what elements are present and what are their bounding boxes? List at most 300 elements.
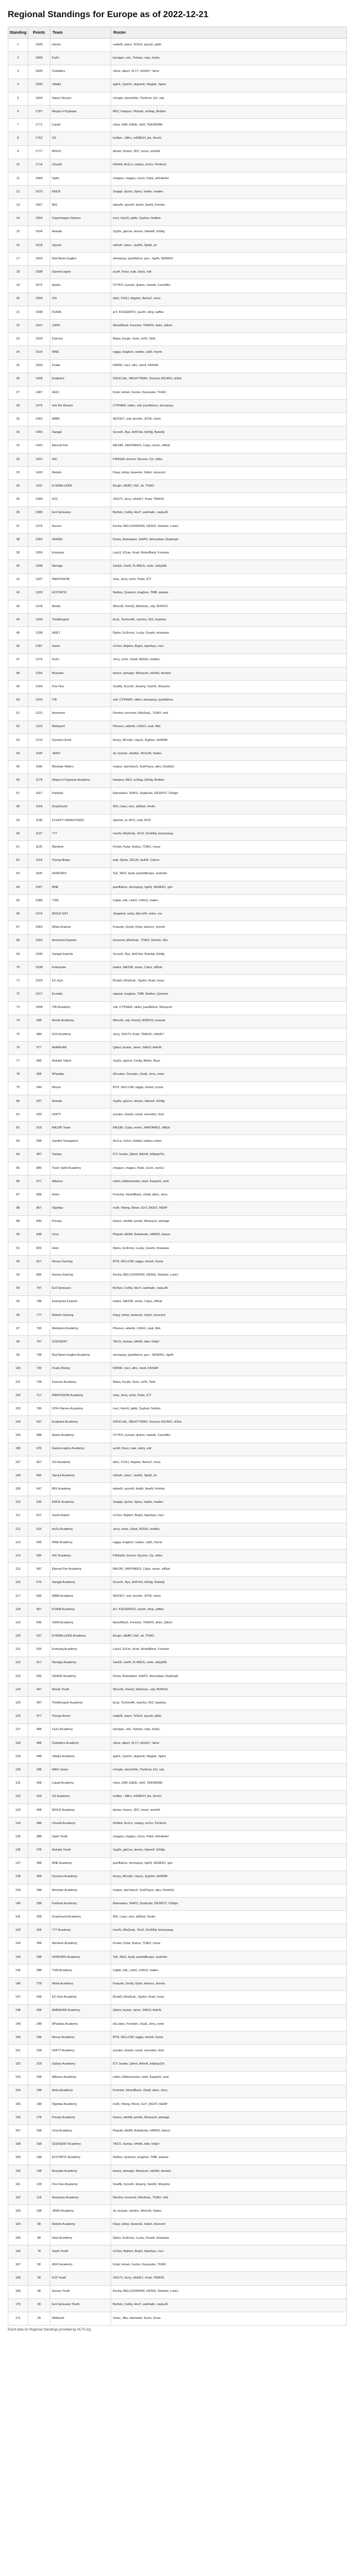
roster-cell: FiNiGaN, kenzor, Hycsen, Ciz, dobu [111, 1550, 347, 1563]
roster-cell: karrigan, rain, Twistzz, ropz, broky [111, 1723, 347, 1737]
standing-cell: 15 [8, 226, 28, 239]
points-cell: 1017 [28, 988, 50, 1001]
points-cell: 1298 [28, 627, 50, 640]
roster-cell: kwezz, ottoNd, ponter, Moseyuh, pwnage [111, 1215, 347, 1229]
standing-cell: 37 [8, 520, 28, 533]
roster-cell: Jerry, zorte, r3salt, KENSi, shalfey [111, 654, 347, 667]
standing-cell: 153 [8, 2071, 28, 2084]
points-cell: 1287 [28, 640, 50, 654]
table-row [8, 774, 347, 787]
team-cell: MIBR [50, 413, 111, 426]
roster-cell: Xyp9x, gla1ve, device, blameF, k0nfig [111, 1095, 347, 1108]
roster-cell: huNter-, NiKo, m0NESY, jks, HooXi [111, 132, 347, 145]
roster-cell: acoR, Keoz, isak, siuhy, volt [111, 266, 347, 279]
roster-cell: Forester, NickelBack, r3salt, deko, Jerry [111, 2084, 347, 2098]
footer-note: Event data for Regional Standings provided by HLTV.org [8, 2328, 91, 2332]
team-cell: Monte [50, 600, 111, 613]
points-cell: 966 [28, 1055, 50, 1068]
roster-cell: Dosia, Rainwaker, SHiPZ, dennyslaw, Duplicate [111, 533, 347, 546]
team-cell: ITB Academy [50, 1001, 111, 1015]
table-row [8, 1617, 347, 1630]
team-cell: Galaxy Academy [50, 2058, 111, 2071]
roster-cell: bLitz, Techno4K, mzinho, 910, hasteka [111, 1697, 347, 1710]
team-cell: Aurora Gaming [50, 1269, 111, 1282]
standing-cell: 35 [8, 493, 28, 506]
team-cell: Endpoint [50, 373, 111, 386]
points-cell: 258 [28, 2004, 50, 2018]
roster-cell: Djoko, Ex3rcice, Lucky, Graviti, misutaaa [111, 627, 347, 640]
roster-cell: Nodios, Queenix, kraghen, TMB, salazar [111, 2151, 347, 2165]
table-row [8, 1001, 347, 1015]
roster-cell: chopper, magixx, Patsi, s1ren, zont1x [111, 1162, 347, 1175]
table-row [8, 520, 347, 533]
roster-cell: Woro2k, DemQ, kRaSnaL, sdy, BOROS [111, 1684, 347, 1697]
points-cell: 138 [28, 2165, 50, 2178]
table-row [8, 440, 347, 453]
roster-cell: KRIMZ, roeJ, afro, mezii, FASHR [111, 359, 347, 373]
team-cell: Ninjas in Pyjamas Academy [50, 774, 111, 787]
points-cell: 1359 [28, 547, 50, 560]
team-cell: MOUZ Academy [50, 1804, 111, 1817]
table-row [8, 1764, 347, 1777]
table-row [8, 881, 347, 894]
standing-cell: 36 [8, 506, 28, 520]
table-row [8, 1242, 347, 1255]
table-row [8, 2285, 347, 2298]
points-cell: 88 [28, 2232, 50, 2245]
roster-cell: rezR, friberg, f0rest, GeT_RiGhT, HEAP [111, 1202, 347, 1215]
standing-cell: 167 [8, 2259, 28, 2272]
table-row [8, 814, 347, 827]
standing-cell: 23 [8, 333, 28, 346]
points-cell: 537 [28, 1630, 50, 1643]
table-row [8, 1991, 347, 2004]
team-cell: JANO [50, 747, 111, 760]
standing-cell: 69 [8, 948, 28, 961]
points-cell: 308 [28, 1937, 50, 1951]
roster-cell: Djoko, Ex3rcice, Lucky, Graviti, misutaaa [111, 1242, 347, 1255]
team-cell: MAJ3R Team [50, 1122, 111, 1135]
roster-cell: n1Xen, Bejden, Bajmi, kjaerbye, roeJ [111, 640, 347, 654]
team-cell: MIBR Academy [50, 1590, 111, 1603]
points-cell: 868 [28, 1189, 50, 1202]
points-cell: 877 [28, 1175, 50, 1188]
points-cell: 1374 [28, 520, 50, 533]
points-cell: 1509 [28, 359, 50, 373]
points-cell: 1243 [28, 694, 50, 707]
roster-cell: mopoz, dav1deuS, SunPayus, alex, DeathZz [111, 1884, 347, 1897]
roster-cell: d1Ledez, Forester, r3salt, Jerry, zorte [111, 1068, 347, 1081]
points-cell: 428 [28, 1777, 50, 1790]
standing-cell: 20 [8, 292, 28, 306]
team-cell: ECSTATIC [50, 587, 111, 600]
points-cell: 158 [28, 2138, 50, 2151]
team-cell: Monte Academy [50, 1015, 111, 1028]
table-row [8, 226, 347, 239]
team-cell: Evil Geniuses [50, 506, 111, 520]
roster-cell: Kecha, BELCHONOKK, KENSI, Swisher, Lack1 [111, 520, 347, 533]
team-cell: JANO Academy [50, 2205, 111, 2218]
roster-cell: salazar, kraghen, TMB, Nodios, Queenix [111, 988, 347, 1001]
points-cell: 1603 [28, 253, 50, 266]
standing-cell: 71 [8, 975, 28, 988]
points-cell: 1399 [28, 493, 50, 506]
team-cell: Into the Breach [50, 400, 111, 413]
table-row [8, 681, 347, 694]
points-cell: 1085 [28, 895, 50, 908]
team-cell: FaZe Academy [50, 1723, 111, 1737]
table-row [8, 547, 347, 560]
standing-cell: 11 [8, 172, 28, 185]
table-row [8, 908, 347, 921]
roster-cell: nota, Jerry, zorte, Patsi, ICY [111, 573, 347, 587]
roster-cell: s1mple, electroNic, Perfecto, b1t, sdy [111, 92, 347, 105]
points-cell: 168 [28, 2125, 50, 2138]
points-cell: 1008 [28, 1001, 50, 1015]
team-cell: FLUFFY GANGSTERS [50, 814, 111, 827]
roster-cell: MAJ3R, XANTARES, Calyx, woxic, xfl0ud [111, 440, 347, 453]
points-cell: 1618 [28, 239, 50, 252]
team-cell: Rebels Academy [50, 2218, 111, 2232]
team-cell: ENCE Academy [50, 1496, 111, 1509]
standing-cell: 134 [8, 1817, 28, 1830]
standing-cell: 155 [8, 2098, 28, 2111]
standing-cell: 141 [8, 1911, 28, 1924]
standing-cell: 109 [8, 1483, 28, 1496]
table-row [8, 1162, 347, 1175]
roster-cell: Rainwaker, SHiPZ, Duplicate, DESPOT, OStojic [111, 787, 347, 801]
standing-cell: 51 [8, 707, 28, 720]
team-cell: Outsiders [50, 65, 111, 79]
roster-cell: Flayy, olimp, kisserek, Sobol, innocent [111, 2218, 347, 2232]
team-cell: IHC Academy [50, 1550, 111, 1563]
points-cell: 676 [28, 1443, 50, 1456]
points-cell: 1670 [28, 186, 50, 199]
team-cell: Bad News Eagles [50, 253, 111, 266]
team-cell: AVANGAR [50, 1042, 111, 1055]
roster-cell: Plopski, bEAN, Bobeksde, H4RR3, kwezz [111, 1229, 347, 1242]
roster-cell: mooN, kRaSnaL, Ro1f, DeStiNy, kissmyaug [111, 1924, 347, 1937]
points-cell: 38 [28, 2298, 50, 2312]
team-cell: Cloud9 [50, 159, 111, 172]
roster-cell: ICY, buster, Qikert, AdreN, lollipop21k [111, 1148, 347, 1162]
table-row [8, 895, 347, 908]
roster-cell: FiNiGaN, kenzor, Hycsen, Ciz, dobu [111, 453, 347, 466]
roster-cell: ztr, kyxsan, skytten, Woro2k, hades [111, 2205, 347, 2218]
team-cell: Dignitas Academy [50, 2098, 111, 2111]
standing-cell: 126 [8, 1710, 28, 1723]
table-row [8, 199, 347, 212]
team-cell: Copenhagen Flames [50, 212, 111, 226]
roster-cell: Xant3r, 1eeR, FL4MUS, zorte, riskyb0b [111, 1657, 347, 1670]
standing-cell: 55 [8, 761, 28, 774]
standing-cell: 85 [8, 1162, 28, 1175]
roster-cell: Sjonnie, ts, AYO, zodi, ROX [111, 814, 347, 827]
standing-cell: 76 [8, 1042, 28, 1055]
standing-cell: 79 [8, 1081, 28, 1095]
points-cell: 1255 [28, 681, 50, 694]
table-row [8, 1790, 347, 1804]
team-cell: Rebels [50, 467, 111, 480]
team-cell: Alliance Academy [50, 2071, 111, 2084]
team-cell: Evil Geniuses Youth [50, 2298, 111, 2312]
standing-cell: 122 [8, 1657, 28, 1670]
points-cell: 298 [28, 1951, 50, 1964]
standing-cell: 56 [8, 774, 28, 787]
standing-cell: 111 [8, 1509, 28, 1523]
roster-cell: oSee, NAF, EliGE, nitr0, YEKINDAR [111, 119, 347, 132]
standing-cell: 31 [8, 440, 28, 453]
points-cell: 1420 [28, 467, 50, 480]
standing-cell: 22 [8, 319, 28, 332]
table-row [8, 1751, 347, 1764]
points-cell: 1572 [28, 279, 50, 292]
team-cell: Aurora Youth [50, 2285, 111, 2298]
points-cell: 198 [28, 2084, 50, 2098]
roster-cell: yosuke, Hunter, mezii, nicoodoz, fozil [111, 2045, 347, 2058]
table-row [8, 1282, 347, 1295]
header-standing: Standing [8, 27, 28, 39]
team-cell: Sangal Esports [50, 948, 111, 961]
team-cell: Falcons [50, 333, 111, 346]
points-cell: 1055 [28, 934, 50, 948]
points-cell: 1529 [28, 333, 50, 346]
standing-cell: 88 [8, 1202, 28, 1215]
roster-cell: Snappi, dycha, Spinx, hades, maden [111, 1496, 347, 1509]
roster-cell: Jerry, zorte, r3salt, KENSi, shalfey [111, 1523, 347, 1536]
table-row [8, 493, 347, 506]
team-cell: Rebels Gaming [50, 1309, 111, 1322]
table-row [8, 266, 347, 279]
standing-cell: 157 [8, 2125, 28, 2138]
points-cell: 1210 [28, 734, 50, 747]
standing-cell: 101 [8, 1376, 28, 1389]
standing-cell: 42 [8, 587, 28, 600]
points-cell: 1514 [28, 346, 50, 359]
points-cell: 897 [28, 1148, 50, 1162]
team-cell: Ursa Academy [50, 2125, 111, 2138]
team-cell: Dynamo Eclot [50, 734, 111, 747]
team-cell: Sashi Youth [50, 2245, 111, 2258]
points-cell: 58 [28, 2272, 50, 2285]
roster-cell: ScrunK, Ryu, ArtFr0st, k0nfig, Bubzkji [111, 426, 347, 440]
points-cell: 918 [28, 1122, 50, 1135]
points-cell: 288 [28, 1964, 50, 1978]
team-cell: 9Pandas Academy [50, 2018, 111, 2031]
table-row [8, 292, 347, 306]
table-row [8, 506, 347, 520]
roster-cell: Jerry, X5G7V, Krad, TRAVIS, n0rb3r7 [111, 1028, 347, 1041]
team-cell: MOUZ [50, 145, 111, 159]
points-cell: 228 [28, 2045, 50, 2058]
standing-cell: 133 [8, 1804, 28, 1817]
standing-cell: 108 [8, 1470, 28, 1483]
points-cell: 1541 [28, 319, 50, 332]
table-row [8, 2192, 347, 2205]
team-cell: G2 [50, 132, 111, 145]
team-cell: Enterprise Esports [50, 1295, 111, 1309]
team-cell: Natus Vincere [50, 92, 111, 105]
points-cell: 647 [28, 1483, 50, 1496]
team-cell: NAVI Junior [50, 1764, 111, 1777]
roster-cell: Dosia, Rainwaker, SHiPZ, dennyslaw, Duplicate [111, 1670, 347, 1683]
points-cell: 506 [28, 1670, 50, 1683]
table-row [8, 1229, 347, 1242]
roster-cell: Maka, Kyojin, Sunn, aVN, Tarik [111, 333, 347, 346]
team-cell: 1WIN [50, 319, 111, 332]
roster-cell: WOOD7, exit, brnz4n, JOTA, chelo [111, 1590, 347, 1603]
standing-cell: 139 [8, 1884, 28, 1897]
team-cell: TSM [50, 895, 111, 908]
points-cell: 1276 [28, 654, 50, 667]
points-cell: 1222 [28, 720, 50, 734]
team-cell: ITB [50, 694, 111, 707]
standing-cell: 6 [8, 105, 28, 118]
roster-cell: Djoko, Ex3rcice, Lucky, Graviti, misutaaa [111, 2232, 347, 2245]
table-row [8, 2138, 347, 2151]
roster-cell: Demho, innocent, kRaSnaL, TOAO, mhL [111, 2192, 347, 2205]
roster-cell: robiin, b0denmaster, twist, Kaspar0, avid [111, 2071, 347, 2084]
standing-cell: 137 [8, 1857, 28, 1870]
table-row [8, 1429, 347, 1443]
standing-cell: 66 [8, 908, 28, 921]
team-cell: Sangal Academy [50, 1576, 111, 1590]
team-cell: GODSENT Academy [50, 2138, 111, 2151]
points-cell: 1752 [28, 132, 50, 145]
points-cell: 178 [28, 2112, 50, 2125]
table-row [8, 1456, 347, 1469]
team-cell: BNE Academy [50, 1857, 111, 1870]
standing-cell: 80 [8, 1095, 28, 1108]
points-cell: 1063 [28, 921, 50, 934]
points-cell: 1498 [28, 373, 50, 386]
standing-cell: 145 [8, 1964, 28, 1978]
team-cell: Liquid Academy [50, 1777, 111, 1790]
team-cell: forZe [50, 654, 111, 667]
team-cell: Partizan [50, 787, 111, 801]
points-cell: 1462 [28, 413, 50, 426]
standing-cell: 142 [8, 1924, 28, 1937]
standing-cell: 64 [8, 881, 28, 894]
standing-cell: 118 [8, 1603, 28, 1616]
team-cell: Movistar Riders [50, 761, 111, 774]
roster-cell: n1Xen, Bejden, Bajmi, kjaerbye, roeJ [111, 1509, 347, 1523]
standing-cell: 41 [8, 573, 28, 587]
roster-cell: apEX, ZywOo, dupreeh, Magisk, Spinx [111, 79, 347, 92]
roster-cell: kwezz, pwnage, Moseyuh, ottoNd, deviant [111, 2165, 347, 2178]
table-row [8, 787, 347, 801]
table-row [8, 359, 347, 373]
team-cell: Astralis Talent [50, 1055, 111, 1068]
table-row [8, 52, 347, 65]
points-cell: 208 [28, 2071, 50, 2084]
roster-cell: Woro2k, sdy, DemQ, BOROS, krasnal [111, 1015, 347, 1028]
points-cell: 1830 [28, 79, 50, 92]
points-cell: 977 [28, 1042, 50, 1055]
table-row [8, 1844, 347, 1857]
table-row [8, 934, 347, 948]
roster-cell: innocent, kRaSnaL, TOAO, Demho, KEi [111, 934, 347, 948]
points-cell: 706 [28, 1403, 50, 1416]
table-row [8, 1470, 347, 1483]
standing-cell: 65 [8, 895, 28, 908]
standing-cell: 110 [8, 1496, 28, 1509]
team-cell: 777 Academy [50, 1924, 111, 1937]
team-cell: forZe Academy [50, 1523, 111, 1536]
table-row [8, 2084, 347, 2098]
team-cell: Fnatic [50, 359, 111, 373]
table-row [8, 1122, 347, 1135]
table-row [8, 253, 347, 266]
roster-cell: Nodios, Queenix, kraghen, TMB, salazar [111, 587, 347, 600]
points-cell: 98 [28, 2218, 50, 2232]
points-cell: 605 [28, 1537, 50, 1550]
team-cell: FURIA Academy [50, 1603, 111, 1616]
team-cell: K23 [50, 493, 111, 506]
team-cell: EYEBALLERS [50, 480, 111, 493]
table-row [8, 2298, 347, 2312]
team-cell: Astralis [50, 1095, 111, 1108]
standing-cell: 52 [8, 720, 28, 734]
team-cell: Illuminar Academy [50, 1937, 111, 1951]
points-cell: 1771 [28, 119, 50, 132]
table-row [8, 1723, 347, 1737]
table-row [8, 1537, 347, 1550]
header-row [8, 27, 347, 39]
header-roster: Roster [111, 27, 347, 39]
standing-cell: 171 [8, 2312, 28, 2325]
table-row [8, 1109, 347, 1122]
points-cell: 1318 [28, 600, 50, 613]
team-cell: Sprout Academy [50, 1470, 111, 1483]
points-cell: 1264 [28, 667, 50, 680]
points-cell: 596 [28, 1550, 50, 1563]
table-row [8, 2125, 347, 2138]
standing-cell: 39 [8, 547, 28, 560]
roster-cell: BTN, XELLOW, ragga, s0und, mynio [111, 1081, 347, 1095]
table-row [8, 720, 347, 734]
standing-cell: 169 [8, 2285, 28, 2298]
points-cell: 1683 [28, 172, 50, 185]
roster-cell: Sonic, JBa, stanislaw, Sonic, Sonic [111, 2312, 347, 2325]
standing-cell: 144 [8, 1951, 28, 1964]
table-row [8, 1148, 347, 1162]
standing-cell: 32 [8, 453, 28, 466]
table-row [8, 65, 347, 79]
roster-cell: Fraszek, Goofy, Kylar, danoco, morelz [111, 1978, 347, 1991]
roster-cell: sinnopsyy, juanflatroo, gxx-, SENER1, rigoN [111, 1349, 347, 1362]
points-cell: 566 [28, 1590, 50, 1603]
points-cell: 817 [28, 1256, 50, 1269]
table-row [8, 467, 347, 480]
standing-cell: 68 [8, 934, 28, 948]
roster-cell: CYPHER, rallen, volt, juanflatroo, sinnopsyy [111, 400, 347, 413]
points-cell: 1835 [28, 65, 50, 79]
team-cell: Falcons Academy [50, 1376, 111, 1389]
table-row [8, 1898, 347, 1911]
points-cell: 1231 [28, 707, 50, 720]
points-cell: 28 [28, 2312, 50, 2325]
table-row [8, 1684, 347, 1697]
standing-cell: 159 [8, 2151, 28, 2165]
standing-cell: 120 [8, 1630, 28, 1643]
points-cell: 1199 [28, 747, 50, 760]
team-cell: Sangal [50, 426, 111, 440]
standing-cell: 12 [8, 186, 28, 199]
points-cell: 937 [28, 1095, 50, 1108]
table-row [8, 2004, 347, 2018]
team-cell: Entropiq Academy [50, 1643, 111, 1657]
